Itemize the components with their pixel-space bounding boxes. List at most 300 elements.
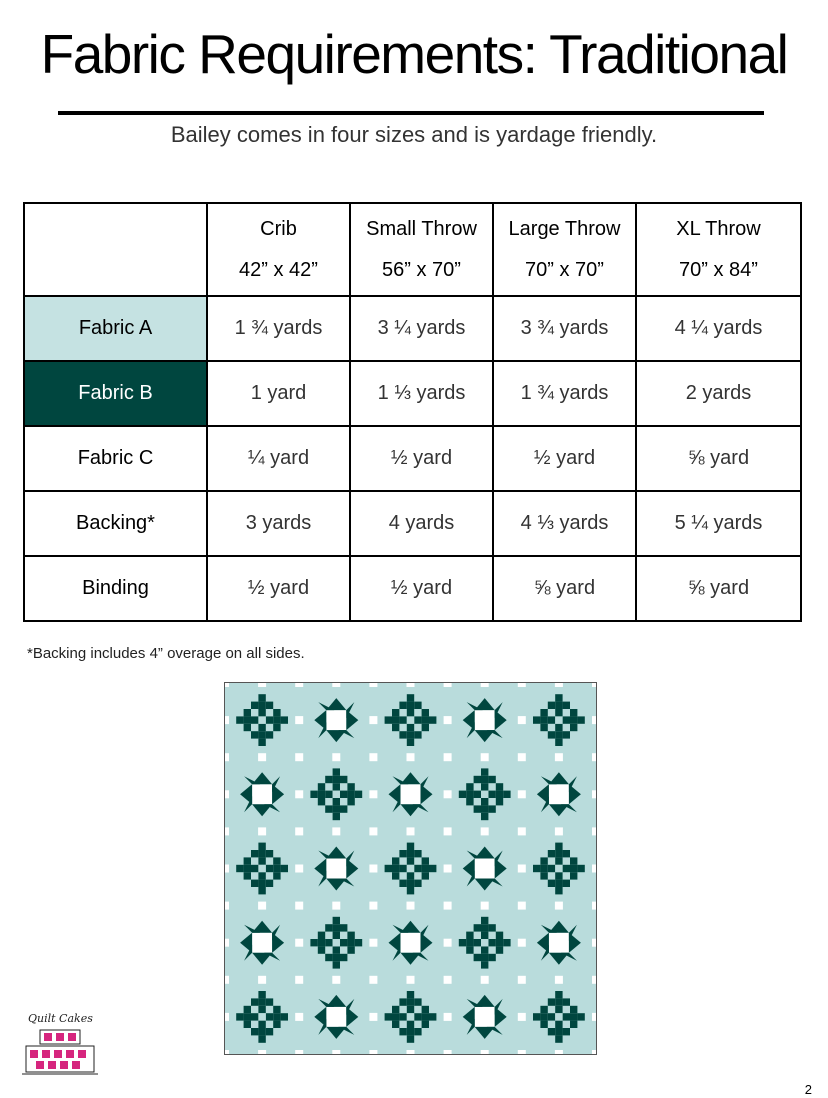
accent-square — [369, 716, 377, 724]
dark-block-square — [273, 857, 280, 864]
dark-block-square — [533, 716, 540, 723]
dark-block-square — [496, 798, 503, 805]
star-center — [549, 933, 569, 953]
dark-block-square — [496, 939, 503, 946]
dark-block-square — [273, 872, 280, 879]
dark-block-square — [399, 1013, 406, 1020]
table-cell: 4 ¼ yards — [636, 296, 801, 361]
dark-block-square — [466, 946, 473, 953]
dark-block-square — [555, 739, 562, 746]
dark-block-square — [266, 731, 273, 738]
table-cell: 5 ¼ yards — [636, 491, 801, 556]
dark-block-square — [548, 998, 555, 1005]
dark-block-square — [540, 1021, 547, 1028]
accent-square — [407, 902, 415, 910]
dark-block-square — [407, 1028, 414, 1035]
block-center — [258, 716, 265, 723]
dark-block-square — [251, 880, 258, 887]
dark-block-square — [258, 998, 265, 1005]
accent-square — [369, 790, 377, 798]
accent-square — [555, 902, 563, 910]
accent-square — [518, 827, 526, 835]
table-cell: ½ yard — [350, 556, 493, 621]
dark-block-square — [488, 954, 495, 961]
table-cell: ½ yard — [493, 426, 636, 491]
accent-square — [518, 1013, 526, 1021]
column-size: 70” x 84” — [679, 258, 758, 281]
block-center — [555, 865, 562, 872]
dark-block-square — [392, 1013, 399, 1020]
dark-block-square — [266, 998, 273, 1005]
accent-square — [407, 683, 415, 687]
column-name: Crib — [260, 217, 297, 240]
accent-square — [407, 827, 415, 835]
dark-block-square — [244, 1013, 251, 1020]
accent-square — [444, 902, 452, 910]
block-center — [333, 791, 340, 798]
accent-square — [225, 716, 229, 724]
dark-block-square — [540, 1013, 547, 1020]
dark-block-square — [555, 998, 562, 1005]
block-center — [407, 1013, 414, 1020]
dark-block-square — [414, 865, 421, 872]
table-cell: 3 ¼ yards — [350, 296, 493, 361]
dark-block-square — [488, 924, 495, 931]
accent-square — [332, 902, 340, 910]
dark-block-square — [258, 991, 265, 998]
dark-block-square — [325, 791, 332, 798]
dark-block-square — [355, 939, 362, 946]
accent-square — [592, 865, 596, 873]
dark-block-square — [407, 850, 414, 857]
dark-block-square — [577, 865, 584, 872]
accent-square — [332, 753, 340, 761]
accent-square — [518, 939, 526, 947]
accent-square — [225, 827, 229, 835]
dark-block-square — [258, 1006, 265, 1013]
accent-square — [369, 1013, 377, 1021]
dark-block-square — [414, 880, 421, 887]
dark-block-square — [258, 872, 265, 879]
dark-block-square — [481, 932, 488, 939]
accent-square — [518, 976, 526, 984]
page-subtitle: Bailey comes in four sizes and is yardage friendly. — [170, 122, 658, 147]
dark-block-square — [548, 731, 555, 738]
dark-block-square — [392, 865, 399, 872]
dark-block-square — [399, 880, 406, 887]
column-name: Small Throw — [366, 217, 477, 240]
row-label-fabric-a: Fabric A — [24, 296, 207, 361]
dark-block-square — [333, 961, 340, 968]
accent-square — [369, 827, 377, 835]
accent-square — [295, 865, 303, 873]
dark-block-square — [414, 998, 421, 1005]
dark-block-square — [399, 716, 406, 723]
dark-block-square — [266, 716, 273, 723]
dark-block-square — [340, 805, 347, 812]
dark-block-square — [474, 939, 481, 946]
dark-block-square — [355, 791, 362, 798]
table-cell: 1 ⅓ yards — [350, 361, 493, 426]
column-header-small-throw — [350, 203, 493, 296]
table-cell: 4 ⅓ yards — [493, 491, 636, 556]
dark-block-square — [399, 850, 406, 857]
accent-square — [295, 753, 303, 761]
table-cell: 1 yard — [207, 361, 350, 426]
dark-block-square — [503, 791, 510, 798]
table-cell: ⅝ yard — [636, 426, 801, 491]
dark-block-square — [251, 702, 258, 709]
dark-block-square — [422, 857, 429, 864]
accent-square — [225, 1013, 229, 1021]
dark-block-square — [407, 887, 414, 894]
table-row-fabric-c — [24, 426, 801, 491]
dark-block-square — [563, 998, 570, 1005]
accent-square — [444, 683, 452, 687]
dark-block-square — [555, 887, 562, 894]
dark-block-square — [407, 694, 414, 701]
dark-block-square — [258, 850, 265, 857]
table-header-row — [24, 203, 801, 296]
dark-block-square — [474, 791, 481, 798]
dark-block-square — [258, 857, 265, 864]
dark-block-square — [385, 1013, 392, 1020]
star-center — [475, 1007, 495, 1027]
dark-block-square — [399, 702, 406, 709]
accent-square — [407, 1050, 415, 1054]
dark-block-square — [399, 998, 406, 1005]
dark-block-square — [318, 946, 325, 953]
block-center — [407, 716, 414, 723]
dark-block-square — [273, 1021, 280, 1028]
dark-block-square — [273, 724, 280, 731]
table-corner-cell — [24, 203, 207, 296]
dark-block-square — [244, 724, 251, 731]
dark-block-square — [555, 694, 562, 701]
dark-block-square — [540, 716, 547, 723]
dark-block-square — [555, 872, 562, 879]
dark-block-square — [258, 731, 265, 738]
accent-square — [518, 683, 526, 687]
accent-square — [555, 683, 563, 687]
table-cell: ⅝ yard — [636, 556, 801, 621]
dark-block-square — [340, 924, 347, 931]
dark-block-square — [325, 776, 332, 783]
table-row-fabric-b — [24, 361, 801, 426]
dark-block-square — [325, 924, 332, 931]
block-center — [481, 939, 488, 946]
star-center — [326, 859, 346, 879]
dark-block-square — [333, 924, 340, 931]
star-center — [252, 933, 272, 953]
column-size: 70” x 70” — [525, 258, 604, 281]
accent-square — [592, 683, 596, 687]
dark-block-square — [244, 865, 251, 872]
accent-square — [444, 790, 452, 798]
table-cell: 1 ¾ yards — [207, 296, 350, 361]
dark-block-square — [459, 939, 466, 946]
dark-block-square — [392, 709, 399, 716]
accent-square — [444, 827, 452, 835]
dark-block-square — [466, 791, 473, 798]
dark-block-square — [548, 1013, 555, 1020]
dark-block-square — [310, 791, 317, 798]
block-center — [555, 716, 562, 723]
accent-square — [225, 902, 229, 910]
star-center — [326, 710, 346, 730]
dark-block-square — [422, 872, 429, 879]
quilt-pattern-svg — [225, 683, 596, 1054]
dark-block-square — [385, 716, 392, 723]
accent-square — [258, 827, 266, 835]
accent-square — [369, 753, 377, 761]
dark-block-square — [407, 880, 414, 887]
dark-block-square — [540, 872, 547, 879]
dark-block-square — [429, 716, 436, 723]
table-row-backing — [24, 491, 801, 556]
dark-block-square — [570, 716, 577, 723]
dark-block-square — [555, 1028, 562, 1035]
dark-block-square — [333, 917, 340, 924]
dark-block-square — [555, 724, 562, 731]
accent-square — [555, 827, 563, 835]
dark-block-square — [474, 924, 481, 931]
accent-square — [518, 865, 526, 873]
dark-block-square — [555, 1035, 562, 1042]
fabric-requirements-table — [23, 202, 802, 622]
dark-block-square — [474, 805, 481, 812]
accent-square — [592, 790, 596, 798]
accent-square — [225, 753, 229, 761]
dark-block-square — [258, 843, 265, 850]
dark-block-square — [503, 939, 510, 946]
dark-block-square — [340, 939, 347, 946]
accent-square — [555, 1050, 563, 1054]
dark-block-square — [466, 939, 473, 946]
logo-text: Quilt Cakes — [28, 1012, 93, 1025]
dark-block-square — [325, 805, 332, 812]
dark-block-square — [555, 857, 562, 864]
dark-block-square — [577, 716, 584, 723]
block-center — [258, 1013, 265, 1020]
dark-block-square — [347, 798, 354, 805]
dark-block-square — [258, 1028, 265, 1035]
dark-block-square — [281, 1013, 288, 1020]
table-row-binding — [24, 556, 801, 621]
dark-block-square — [563, 1013, 570, 1020]
column-size: 56” x 70” — [382, 258, 461, 281]
accent-square — [592, 753, 596, 761]
star-center — [252, 784, 272, 804]
dark-block-square — [258, 694, 265, 701]
dark-block-square — [481, 798, 488, 805]
accent-square — [258, 902, 266, 910]
table-row-fabric-a — [24, 296, 801, 361]
dark-block-square — [251, 1013, 258, 1020]
accent-square — [258, 1050, 266, 1054]
dark-block-square — [266, 1028, 273, 1035]
dark-block-square — [333, 776, 340, 783]
accent-square — [258, 976, 266, 984]
dark-block-square — [570, 865, 577, 872]
dark-block-square — [481, 813, 488, 820]
block-center — [555, 1013, 562, 1020]
dark-block-square — [251, 731, 258, 738]
dark-block-square — [533, 1013, 540, 1020]
row-label-fabric-b: Fabric B — [24, 361, 207, 426]
dark-block-square — [422, 1006, 429, 1013]
dark-block-square — [555, 850, 562, 857]
block-center — [481, 791, 488, 798]
dark-block-square — [399, 731, 406, 738]
dark-block-square — [570, 1013, 577, 1020]
dark-block-square — [422, 865, 429, 872]
dark-block-square — [414, 702, 421, 709]
dark-block-square — [258, 739, 265, 746]
dark-block-square — [414, 1013, 421, 1020]
star-center — [475, 710, 495, 730]
accent-square — [592, 939, 596, 947]
star-center — [401, 933, 421, 953]
dark-block-square — [407, 991, 414, 998]
accent-square — [592, 827, 596, 835]
accent-square — [481, 1050, 489, 1054]
dark-block-square — [429, 1013, 436, 1020]
dark-block-square — [555, 843, 562, 850]
accent-square — [444, 1050, 452, 1054]
dark-block-square — [244, 857, 251, 864]
dark-block-square — [540, 709, 547, 716]
accent-square — [225, 939, 229, 947]
cake-logo-icon — [18, 1008, 98, 1078]
accent-square — [295, 790, 303, 798]
column-header-xl-throw — [636, 203, 801, 296]
accent-square — [592, 976, 596, 984]
page-title: Fabric Requirements: Traditional — [40, 23, 788, 85]
dark-block-square — [407, 731, 414, 738]
dark-block-square — [281, 865, 288, 872]
dark-block-square — [333, 768, 340, 775]
dark-block-square — [392, 1006, 399, 1013]
dark-block-square — [563, 850, 570, 857]
accent-square — [295, 716, 303, 724]
dark-block-square — [414, 731, 421, 738]
dark-block-square — [325, 939, 332, 946]
accent-square — [332, 827, 340, 835]
dark-block-square — [333, 783, 340, 790]
accent-square — [481, 902, 489, 910]
dark-block-square — [273, 865, 280, 872]
row-label-fabric-c: Fabric C — [24, 426, 207, 491]
dark-block-square — [244, 716, 251, 723]
dark-block-square — [407, 998, 414, 1005]
table-cell: 1 ¾ yards — [493, 361, 636, 426]
dark-block-square — [385, 865, 392, 872]
table-cell: ⅝ yard — [493, 556, 636, 621]
column-header-crib — [207, 203, 350, 296]
dark-block-square — [481, 805, 488, 812]
dark-block-square — [422, 1013, 429, 1020]
dark-block-square — [266, 850, 273, 857]
dark-block-square — [555, 731, 562, 738]
accent-square — [444, 716, 452, 724]
dark-block-square — [548, 850, 555, 857]
dark-block-square — [347, 939, 354, 946]
dark-block-square — [563, 716, 570, 723]
table-cell: 2 yards — [636, 361, 801, 426]
dark-block-square — [347, 946, 354, 953]
dark-block-square — [407, 724, 414, 731]
dark-block-square — [481, 917, 488, 924]
accent-square — [295, 902, 303, 910]
dark-block-square — [429, 865, 436, 872]
dark-block-square — [496, 783, 503, 790]
dark-block-square — [563, 702, 570, 709]
table-cell: 3 ¾ yards — [493, 296, 636, 361]
dark-block-square — [548, 702, 555, 709]
dark-block-square — [399, 1028, 406, 1035]
accent-square — [481, 976, 489, 984]
dark-block-square — [563, 865, 570, 872]
accent-square — [258, 753, 266, 761]
dark-block-square — [347, 932, 354, 939]
dark-block-square — [392, 724, 399, 731]
accent-square — [555, 753, 563, 761]
dark-block-square — [251, 865, 258, 872]
accent-square — [369, 902, 377, 910]
column-header-large-throw — [493, 203, 636, 296]
dark-block-square — [570, 872, 577, 879]
dark-block-square — [414, 716, 421, 723]
dark-block-square — [540, 1006, 547, 1013]
accent-square — [332, 1050, 340, 1054]
dark-block-square — [318, 932, 325, 939]
accent-square — [518, 902, 526, 910]
dark-block-square — [466, 783, 473, 790]
dark-block-square — [496, 932, 503, 939]
dark-block-square — [392, 857, 399, 864]
dark-block-square — [392, 872, 399, 879]
dark-block-square — [266, 865, 273, 872]
dark-block-square — [414, 850, 421, 857]
dark-block-square — [258, 724, 265, 731]
accent-square — [369, 976, 377, 984]
dark-block-square — [407, 872, 414, 879]
table-cell: ½ yard — [350, 426, 493, 491]
dark-block-square — [340, 776, 347, 783]
dark-block-square — [540, 857, 547, 864]
dark-block-square — [488, 805, 495, 812]
accent-square — [444, 865, 452, 873]
dark-block-square — [407, 1035, 414, 1042]
accent-square — [369, 865, 377, 873]
accent-square — [407, 976, 415, 984]
accent-square — [481, 753, 489, 761]
accent-square — [369, 939, 377, 947]
dark-block-square — [496, 946, 503, 953]
dark-block-square — [570, 709, 577, 716]
logo-star-blocks — [30, 1033, 86, 1069]
dark-block-square — [555, 880, 562, 887]
dark-block-square — [548, 716, 555, 723]
table-cell: ¼ yard — [207, 426, 350, 491]
dark-block-square — [407, 1021, 414, 1028]
dark-block-square — [548, 880, 555, 887]
dark-block-square — [481, 783, 488, 790]
dark-block-square — [325, 954, 332, 961]
dark-block-square — [407, 843, 414, 850]
accent-square — [518, 716, 526, 724]
